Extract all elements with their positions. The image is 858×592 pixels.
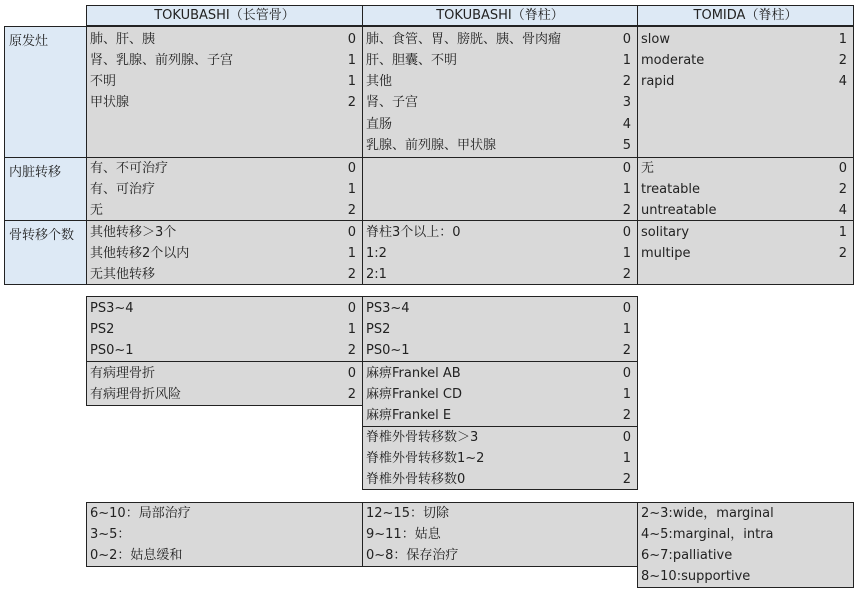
ps-long-cell bbox=[86, 296, 363, 362]
table-row: 乳腺、前列腺、甲状腺 5 bbox=[366, 138, 631, 153]
row-label-primary-text: 原发灶 bbox=[9, 34, 49, 49]
row-label-visceral-text: 内脏转移 bbox=[9, 165, 62, 180]
table-row: 其他转移＞3个 0 bbox=[90, 225, 356, 240]
table-row: 0~8：保存治疗 bbox=[366, 548, 459, 563]
row-label-bone-count-text: 骨转移个数 bbox=[9, 228, 75, 243]
visceral-long-cell bbox=[86, 157, 363, 221]
row-label-primary bbox=[4, 26, 87, 158]
table-row: PS3~4 0 bbox=[366, 301, 631, 316]
table-row: 8~10:supportive bbox=[641, 569, 751, 584]
header-tokubashi-long: TOKUBASHI（长管骨） bbox=[86, 5, 363, 26]
table-row: 2~3:wide，marginal bbox=[641, 506, 774, 521]
table-row: untreatable 4 bbox=[641, 203, 847, 218]
table-row: PS2 1 bbox=[90, 322, 356, 337]
table-row: 4~5:marginal，intra bbox=[641, 527, 774, 542]
table-row: 脊椎外骨转移数1~2 1 bbox=[366, 451, 631, 466]
table-row: treatable 2 bbox=[641, 182, 847, 197]
table-row: 3~5： bbox=[90, 527, 131, 542]
header-tomida: TOMIDA（脊柱） bbox=[637, 5, 854, 26]
table-row: 12~15：切除 bbox=[366, 506, 449, 521]
table-row: 其他转移2个以内 1 bbox=[90, 246, 356, 261]
table-row: 脊柱3个以上：0 0 bbox=[366, 225, 631, 240]
table-row: 9~11：姑息 bbox=[366, 527, 441, 542]
visceral-tomida-cell bbox=[637, 157, 854, 221]
frankel-spine-cell bbox=[362, 361, 638, 427]
totals-spine-cell bbox=[362, 502, 638, 567]
table-row: 脊椎外骨转移数＞3 0 bbox=[366, 430, 631, 445]
table-row: 无其他转移 2 bbox=[90, 267, 356, 282]
table-row: 有、不可治疗 0 bbox=[90, 161, 356, 176]
header-tokubashi-spine: TOKUBASHI（脊柱） bbox=[362, 5, 638, 26]
primary-spine-cell bbox=[362, 26, 638, 158]
table-row: 不明 1 bbox=[90, 74, 356, 89]
table-row: 无 0 bbox=[641, 161, 847, 176]
table-row: 1:2 1 bbox=[366, 246, 631, 261]
table-row: 其他 2 bbox=[366, 74, 631, 89]
table-row: 6~10：局部治疗 bbox=[90, 506, 191, 521]
table-row: 甲状腺 2 bbox=[90, 95, 356, 110]
table-row: 2:1 2 bbox=[366, 267, 631, 282]
table-row: 麻痹Frankel AB 0 bbox=[366, 366, 631, 381]
table-row: 2 bbox=[622, 203, 631, 218]
row-label-bone-count bbox=[4, 220, 87, 285]
table-row: 肺、肝、胰 0 bbox=[90, 32, 356, 47]
visceral-spine-cell bbox=[362, 157, 638, 221]
table-row: 无 2 bbox=[90, 203, 356, 218]
table-row: 有病理骨折风险 2 bbox=[90, 387, 356, 402]
table-row: 肾、子宫 3 bbox=[366, 95, 631, 110]
table-row: 有病理骨折 0 bbox=[90, 366, 356, 381]
row-label-visceral bbox=[4, 157, 87, 221]
table-row: PS3~4 0 bbox=[90, 301, 356, 316]
ps-spine-cell bbox=[362, 296, 638, 362]
table-row: PS2 1 bbox=[366, 322, 631, 337]
table-row: 6~7:palliative bbox=[641, 548, 733, 563]
table-row: slow 1 bbox=[641, 32, 847, 47]
table-row: 有、可治疗 1 bbox=[90, 182, 356, 197]
table-row: solitary 1 bbox=[641, 225, 847, 240]
table-row: PS0~1 2 bbox=[366, 343, 631, 358]
bone-count-tomida-cell bbox=[637, 220, 854, 285]
primary-long-cell bbox=[86, 26, 363, 158]
table-row: 0 bbox=[622, 161, 631, 176]
totals-long-cell bbox=[86, 502, 363, 567]
table-row: PS0~1 2 bbox=[90, 343, 356, 358]
table-row: moderate 2 bbox=[641, 53, 847, 68]
table-row: 0~2：姑息缓和 bbox=[90, 548, 183, 563]
table-row: multipe 2 bbox=[641, 246, 847, 261]
table-row: 肾、乳腺、前列腺、子宫 1 bbox=[90, 53, 356, 68]
table-row: 麻痹Frankel E 2 bbox=[366, 408, 631, 423]
totals-tomida-cell bbox=[637, 502, 854, 588]
fracture-long-cell bbox=[86, 361, 363, 406]
table-row: rapid 4 bbox=[641, 74, 847, 89]
table-row: 麻痹Frankel CD 1 bbox=[366, 387, 631, 402]
table-row: 肝、胆囊、不明 1 bbox=[366, 53, 631, 68]
bone-count-long-cell bbox=[86, 220, 363, 285]
bone-count-spine-cell bbox=[362, 220, 638, 285]
table-row: 直肠 4 bbox=[366, 117, 631, 132]
extraspinal-spine-cell bbox=[362, 426, 638, 490]
table-row: 1 bbox=[622, 182, 631, 197]
primary-tomida-cell bbox=[637, 26, 854, 158]
table-row: 脊椎外骨转移数0 2 bbox=[366, 472, 631, 487]
table-row: 肺、食管、胃、膀胱、胰、骨肉瘤 0 bbox=[366, 32, 631, 47]
